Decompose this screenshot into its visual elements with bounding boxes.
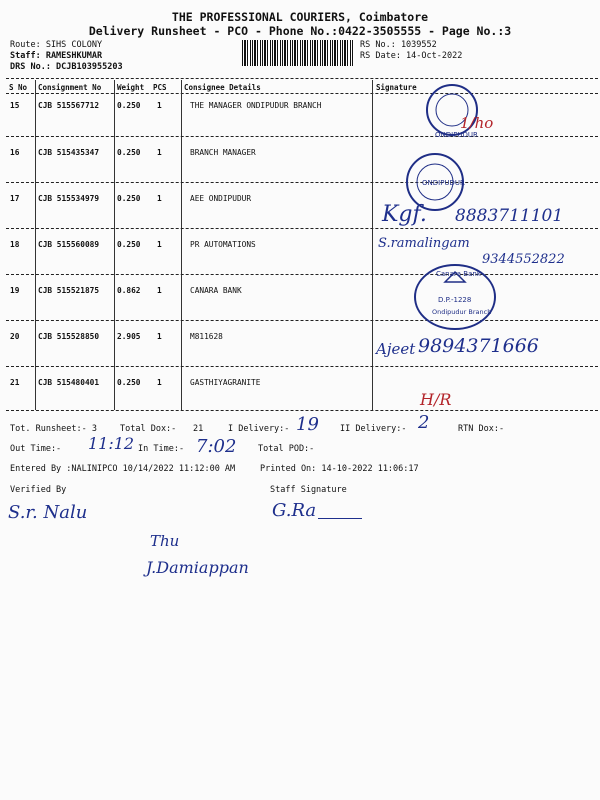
row-rule: [6, 274, 598, 275]
in-time-value: 7:02: [196, 436, 237, 457]
row-consignee: M811628: [190, 332, 223, 341]
col-header-consignee: Consignee Details: [184, 83, 261, 92]
stamp-canara-branch: Ondipudur Branch: [432, 308, 492, 316]
row-consignment: CJB 515435347: [38, 148, 100, 157]
handwritten-row20-sig: Ajeet: [376, 340, 416, 358]
bottom-signature-2: J.Damiappan: [146, 558, 249, 577]
col-header-consignment: Consignment No: [38, 83, 102, 92]
svg-text:ONDIPUDUR: ONDIPUDUR: [422, 179, 465, 187]
row-consignment: CJB 515521875: [38, 286, 100, 295]
row-consignee: CANARA BANK: [190, 286, 242, 295]
handwritten-hr: H/R: [420, 390, 452, 409]
row-weight: 0.250: [117, 101, 141, 110]
handwritten-row17-phone: 8883711101: [455, 206, 564, 226]
col-header-sno: S No: [9, 83, 28, 92]
total-pod-label: Total POD:-: [258, 444, 315, 454]
rtn-dox-label: RTN Dox:-: [458, 424, 505, 434]
column-divider: [35, 80, 36, 410]
row-consignee: BRANCH MANAGER: [190, 148, 256, 157]
verified-signature: S.r. Nalu: [8, 502, 88, 523]
row-weight: 0.250: [117, 378, 141, 387]
table-bottom-rule: [6, 410, 598, 411]
staff-signature-label: Staff Signature: [270, 485, 347, 495]
column-divider: [181, 80, 182, 410]
row-pcs: 1: [157, 286, 162, 295]
total-dox-label: Total Dox:-: [120, 424, 177, 434]
stamp-ondipudur-text: ONDIPUDUR: [435, 131, 478, 139]
row-weight: 2.905: [117, 332, 141, 341]
ii-delivery-value: 2: [418, 412, 430, 433]
row-weight: 0.862: [117, 286, 141, 295]
row-sno: 15: [10, 101, 20, 110]
row-sno: 16: [10, 148, 20, 157]
drs-number: DRS No.: DCJB103955203: [10, 62, 123, 72]
barcode: [242, 40, 354, 66]
stamp-canara-text: Canara Bank: [436, 270, 481, 278]
i-delivery-label: I Delivery:-: [228, 424, 290, 434]
row-consignee: THE MANAGER ONDIPUDUR BRANCH: [190, 101, 322, 110]
row-consignment: CJB 515480401: [38, 378, 100, 387]
verified-by-label: Verified By: [10, 485, 67, 495]
ii-delivery-label: II Delivery:-: [340, 424, 407, 434]
runsheet-subtitle: Delivery Runsheet - PCO - Phone No.:0422-3505555 - Page No.:3: [88, 24, 512, 38]
column-divider: [114, 80, 115, 410]
row-pcs: 1: [157, 101, 162, 110]
row-weight: 0.250: [117, 148, 141, 157]
row-pcs: 1: [157, 332, 162, 341]
row-weight: 0.250: [117, 240, 141, 249]
row-weight: 0.250: [117, 194, 141, 203]
company-title: THE PROFESSIONAL COURIERS, Coimbatore: [171, 10, 429, 24]
handwritten-row18-sig: S.ramalingam: [378, 236, 470, 251]
row-sno: 19: [10, 286, 20, 295]
col-header-weight: Weight: [117, 83, 145, 92]
handwritten-row20-phone: 9894371666: [418, 335, 539, 357]
col-header-pcs: PCS: [153, 83, 167, 92]
row-consignment: CJB 515567712: [38, 101, 100, 110]
row-consignment: CJB 515534979: [38, 194, 100, 203]
rs-number: RS No.: 1039552: [360, 40, 437, 50]
row-consignment: CJB 515528850: [38, 332, 100, 341]
canara-bank-stamp: [410, 262, 500, 332]
row-pcs: 1: [157, 194, 162, 203]
in-time-label: In Time:-: [138, 444, 185, 454]
handwritten-row18-phone: 9344552822: [482, 252, 565, 267]
stamp-canara-dp: D.P.-1228: [438, 296, 472, 304]
staff-signature: G.Ra: [272, 500, 317, 521]
out-time-value: 11:12: [88, 434, 135, 453]
row-sno: 20: [10, 332, 20, 341]
column-divider: [372, 80, 373, 410]
row-consignee: GASTHIYAGRANITE: [190, 378, 261, 387]
row-consignment: CJB 515560089: [38, 240, 100, 249]
tot-runsheet: Tot. Runsheet:- 3: [10, 424, 97, 434]
row-consignee: PR AUTOMATIONS: [190, 240, 256, 249]
row-sno: 21: [10, 378, 20, 387]
handwritten-row15: 1/ho: [460, 114, 494, 132]
row-rule: [6, 320, 598, 321]
row-pcs: 1: [157, 378, 162, 387]
entered-by: Entered By :NALINIPCO 10/14/2022 11:12:00 AM: [10, 464, 236, 474]
row-pcs: 1: [157, 148, 162, 157]
table-top-rule: [6, 78, 598, 79]
col-header-signature: Signature: [376, 83, 417, 92]
staff-label: Staff: RAMESHKUMAR: [10, 51, 103, 61]
row-consignee: AEE ONDIPUDUR: [190, 194, 252, 203]
route-label: Route: SIHS COLONY: [10, 40, 103, 50]
staff-signature-stroke: [318, 518, 362, 519]
handwritten-row17-sig: Kgf.: [382, 202, 427, 227]
row-sno: 18: [10, 240, 20, 249]
out-time-label: Out Time:-: [10, 444, 62, 454]
printed-on: Printed On: 14-10-2022 11:06:17: [260, 464, 419, 474]
total-dox-value: 21: [193, 424, 204, 434]
bottom-signature-1: Thu: [150, 532, 180, 550]
row-sno: 17: [10, 194, 20, 203]
i-delivery-value: 19: [296, 414, 319, 435]
rs-date: RS Date: 14-Oct-2022: [360, 51, 463, 61]
row-pcs: 1: [157, 240, 162, 249]
row-rule: [6, 366, 598, 367]
